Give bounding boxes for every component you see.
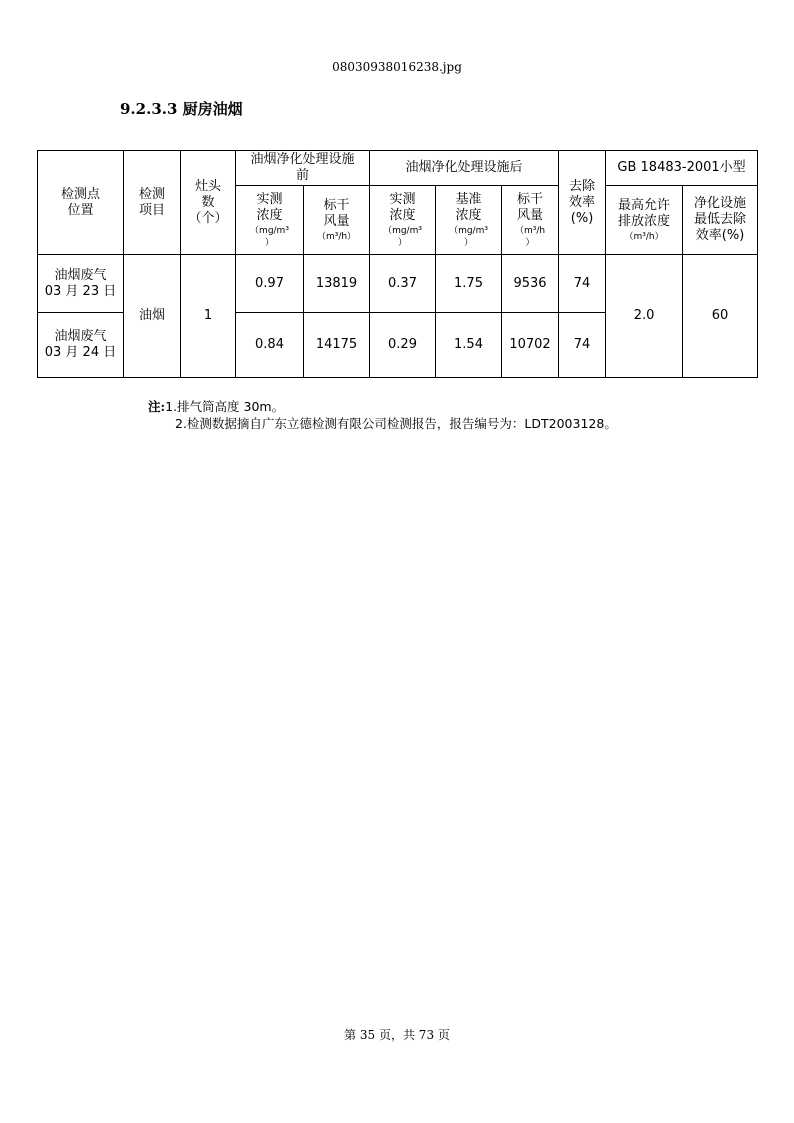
std-min-eff: 60 — [683, 255, 758, 378]
header-location: 检测点 位置 — [38, 151, 124, 255]
after-conc: 0.37 — [370, 255, 436, 313]
header-after-std-flow: 标干 风量 （m³/h ） — [502, 186, 559, 255]
monitoring-table — [37, 150, 758, 378]
header-after-ref-conc: 基准 浓度 （mg/m³ ） — [436, 186, 502, 255]
after-ref: 1.54 — [436, 313, 502, 378]
before-flow: 13819 — [304, 255, 370, 313]
note-1: 1.排气筒高度 30m。 — [165, 399, 285, 414]
header-before-measured-conc: 实测 浓度 （mg/m³ ） — [236, 186, 304, 255]
header-after-measured-conc: 实测 浓度 （mg/m³ ） — [370, 186, 436, 255]
file-name: 08030938016238.jpg — [332, 60, 462, 74]
header-removal: 去除 效率 (%) — [559, 151, 606, 255]
before-flow: 14175 — [304, 313, 370, 378]
note-2: 2.检测数据摘自广东立德检测有限公司检测报告，报告编号为：LDT2003128。 — [175, 416, 617, 431]
header-min-eff: 净化设施 最低去除 效率(%) — [683, 186, 758, 255]
header-burners: 灶头 数 （个） — [181, 151, 236, 255]
header-after-group: 油烟净化处理设施后 — [370, 151, 559, 186]
header-item: 检测 项目 — [124, 151, 181, 255]
row-location: 油烟废气 03 月 23 日 — [38, 255, 124, 313]
item-cell: 油烟 — [124, 255, 181, 378]
page-footer: 第 35 页，共 73 页 — [344, 1028, 450, 1042]
removal-eff: 74 — [559, 255, 606, 313]
header-max-allowed: 最高允许 排放浓度 （m³/h） — [606, 186, 683, 255]
header-before-group: 油烟净化处理设施 前 — [236, 151, 370, 186]
after-flow: 10702 — [502, 313, 559, 378]
section-title: 9.2.3.3 厨房油烟 — [120, 100, 243, 118]
header-before-std-flow: 标干 风量 （m³/h） — [304, 186, 370, 255]
notes — [148, 398, 617, 432]
notes-label: 注: — [148, 399, 166, 414]
table-row — [38, 255, 758, 313]
before-conc: 0.84 — [236, 313, 304, 378]
before-conc: 0.97 — [236, 255, 304, 313]
after-flow: 9536 — [502, 255, 559, 313]
header-standard-group: GB 18483-2001小型 — [606, 151, 758, 186]
after-conc: 0.29 — [370, 313, 436, 378]
burners-cell: 1 — [181, 255, 236, 378]
row-location: 油烟废气 03 月 24 日 — [38, 313, 124, 378]
std-max-conc: 2.0 — [606, 255, 683, 378]
after-ref: 1.75 — [436, 255, 502, 313]
removal-eff: 74 — [559, 313, 606, 378]
